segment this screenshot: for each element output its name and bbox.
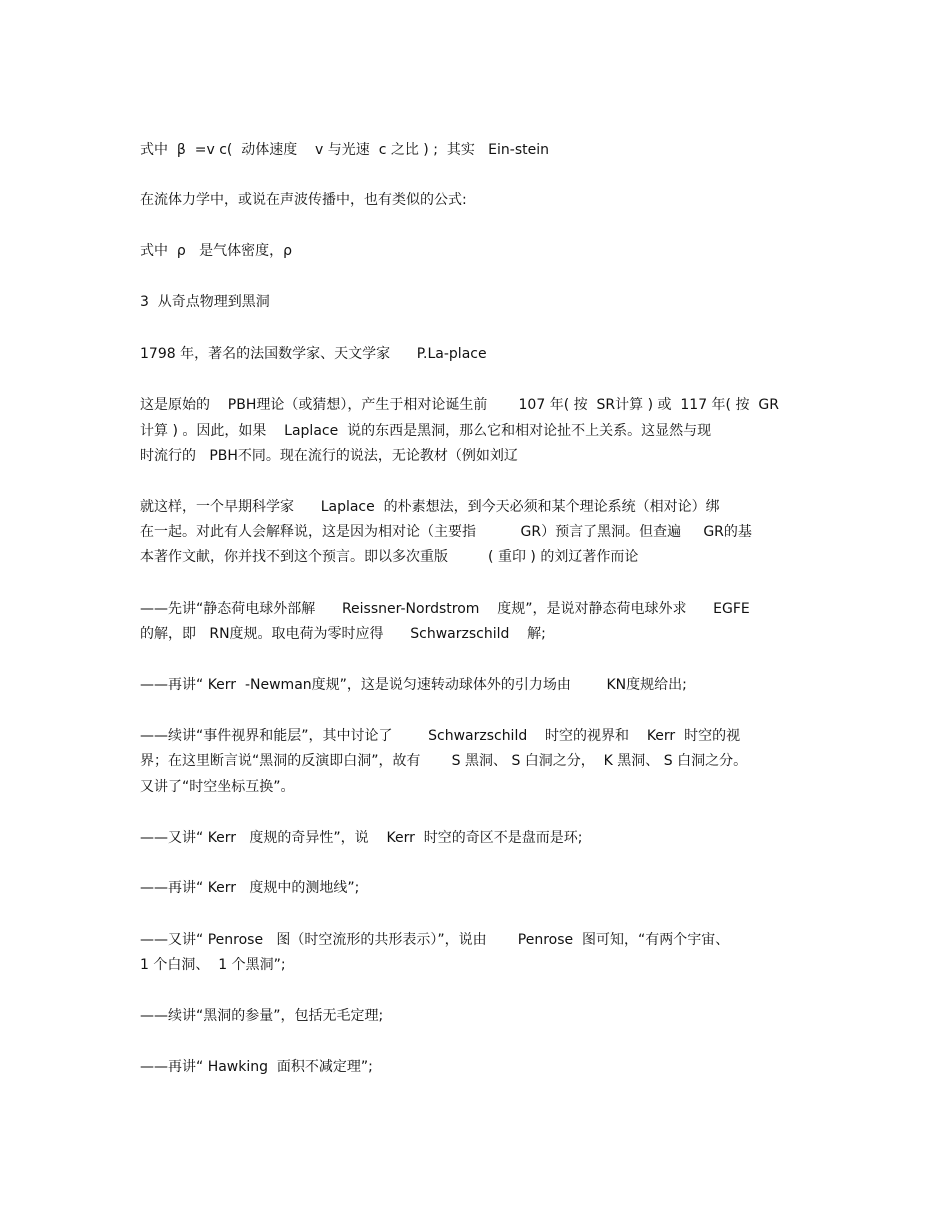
text-line: 式中 ρ 是气体密度，ρ	[140, 243, 293, 259]
text-line: ——先讲“静态荷电球外部解 Reissner-Nordstrom 度规”，是说对静态荷电球外求 EGFE	[140, 601, 750, 617]
section-heading: 3 从奇点物理到黑洞	[140, 294, 270, 310]
text-line: 1 个白洞、 1 个黑洞”;	[140, 957, 286, 973]
text-line: 1798 年，著名的法国数学家、天文学家 P.La‐place	[140, 346, 487, 362]
text-line: 又讲了“时空坐标互换”。	[140, 779, 295, 795]
text-line: ——续讲“黑洞的参量”，包括无毛定理;	[140, 1008, 384, 1024]
text-line: ——续讲“事件视界和能层”，其中讨论了 Schwarzschild 时空的视界和 Kerr 时空的视	[140, 728, 741, 744]
text-line: 本著作文献，你并找不到这个预言。即以多次重版 ( 重印 ) 的刘辽著作而论	[140, 549, 639, 565]
text-line: ——再讲“ Kerr 度规中的测地线”;	[140, 880, 360, 896]
text-line: 的解，即 RN度规。取电荷为零时应得 Schwarzschild 解;	[140, 626, 546, 642]
text-line: 计算 ) 。因此，如果 Laplace 说的东西是黑洞，那么它和相对论扯不上关系。这显然与现	[140, 423, 712, 439]
text-line: ——又讲“ Kerr 度规的奇异性”，说 Kerr 时空的奇区不是盘而是环;	[140, 830, 583, 846]
text-line: 就这样，一个早期科学家 Laplace 的朴素想法，到今天必须和某个理论系统（相对论）绑	[140, 499, 720, 515]
text-line: ——再讲“ Kerr -Newman度规”，这是说匀速转动球体外的引力场由 KN度规给出;	[140, 677, 687, 693]
text-line: 时流行的 PBH不同。现在流行的说法，无论教材（例如刘辽	[140, 448, 518, 464]
text-line: 在一起。对此有人会解释说，这是因为相对论（主要指 GR）预言了黑洞。但查遍 GR的基	[140, 524, 752, 540]
text-line: 这是原始的 PBH理论（或猜想），产生于相对论诞生前 107 年( 按 SR计算 ) 或 117 年( 按 GR	[140, 397, 779, 413]
text-line: 式中 β =v c( 动体速度 v 与光速 c 之比 ) ; 其实 Ein‐stein	[140, 142, 549, 158]
text-line: ——再讲“ Hawking 面积不减定理”;	[140, 1059, 373, 1075]
text-line: 界；在这里断言说“黑洞的反演即白洞”，故有 S 黑洞、 S 白洞之分， K 黑洞、 S 白洞之分。	[140, 753, 748, 769]
text-line: 在流体力学中，或说在声波传播中，也有类似的公式:	[140, 192, 467, 208]
text-line: ——又讲“ Penrose 图（时空流形的共形表示）”，说由 Penrose 图可知，“有两个宇宙、	[140, 932, 730, 948]
